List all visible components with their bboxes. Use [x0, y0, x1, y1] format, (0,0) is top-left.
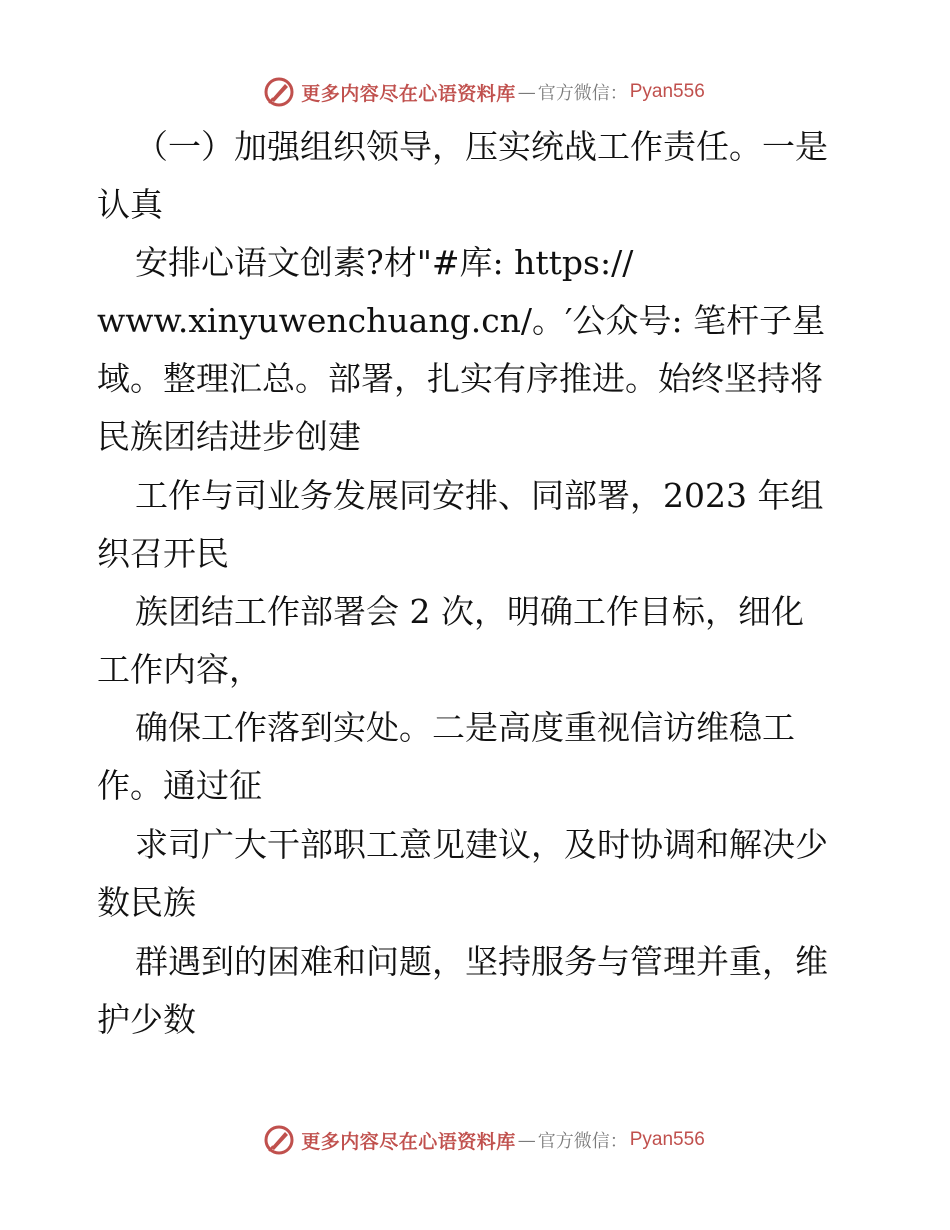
banner-title: 更多内容尽在心语资料库 — [301, 1130, 516, 1153]
banner-wechat-id: Pyan556 — [629, 1129, 705, 1150]
text-line: 群遇到的困难和问题，坚持服务与管理并重，维 — [135, 942, 828, 981]
text-line: 工作内容， — [97, 650, 262, 689]
text-line: 确保工作落到实处。二是高度重视信访维稳工 — [135, 708, 795, 747]
quill-logo-icon — [263, 1124, 295, 1156]
banner-wechat-label: 官方微信： — [537, 83, 628, 104]
footer-banner — [0, 1120, 950, 1160]
header-banner — [0, 72, 950, 112]
banner-title: 更多内容尽在心语资料库 — [301, 82, 516, 105]
text-line — [135, 243, 633, 283]
text-line: 作。通过征 — [97, 766, 262, 805]
text-line: www.xinyuwenchuang.cn/。′公众号: 笔杆子星 — [97, 301, 826, 340]
text-line: 数民族 — [97, 883, 196, 922]
quill-logo-icon — [263, 76, 295, 108]
text-line: 认真 — [97, 185, 163, 224]
text-line: （一）加强组织领导，压实统战工作责任。一是 — [135, 127, 828, 166]
banner-dash: — — [517, 1129, 536, 1151]
text-line: 护少数 — [97, 1000, 196, 1039]
text-line: 织召开民 — [97, 534, 229, 573]
text-line: 域。整理汇总。部署，扎实有序推进。始终坚持将 — [97, 359, 823, 398]
text-line: 求司广大干部职工意见建议，及时协调和解决少 — [135, 825, 828, 864]
banner-dash: — — [517, 81, 536, 103]
text-line: 工作与司业务发展同安排、同部署，2023 年组 — [135, 476, 824, 515]
text-line: 族团结工作部署会 2 次，明确工作目标，细化 — [135, 592, 804, 631]
text-line-content: 安排心语文创素?材"#库: https:// — [135, 243, 634, 282]
banner-wechat-label: 官方微信： — [537, 1131, 628, 1152]
text-line: 民族团结进步创建 — [97, 417, 361, 456]
banner-wechat-id: Pyan556 — [629, 81, 705, 102]
